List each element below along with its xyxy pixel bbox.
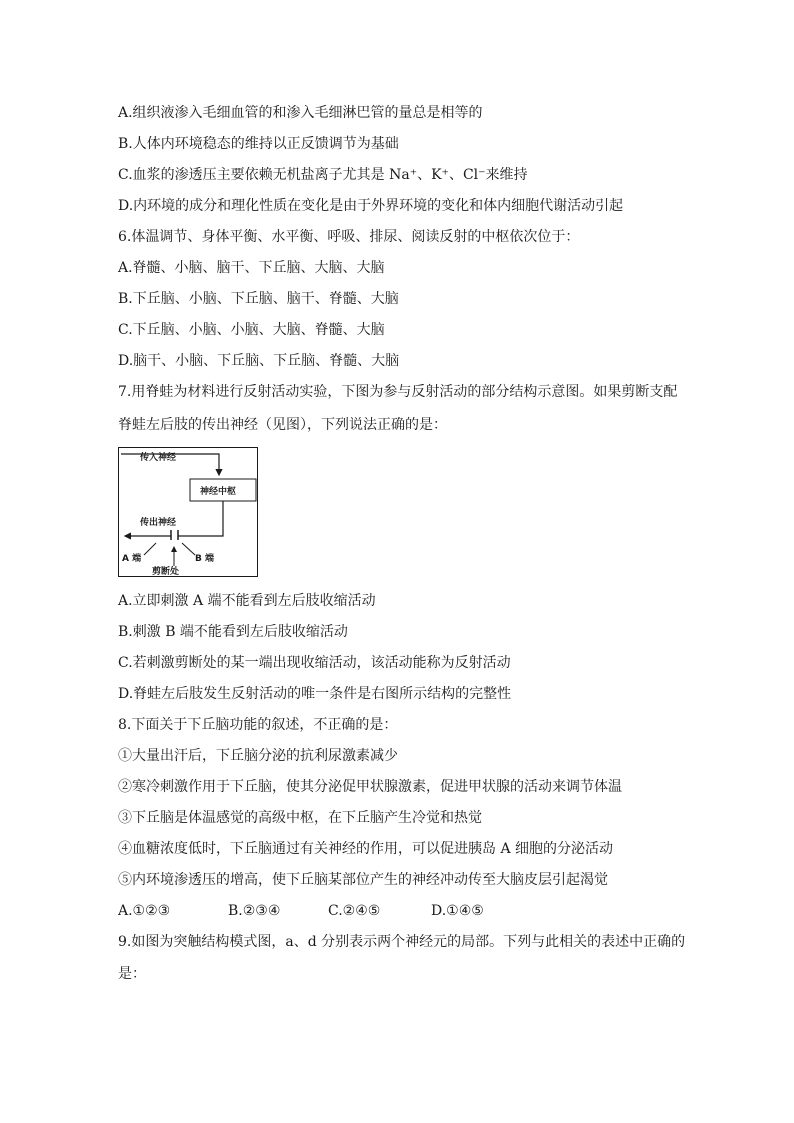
q6-option-b: B.下丘脑、小脑、下丘脑、脑干、脊髓、大脑 xyxy=(118,291,399,307)
q8-statement-3: ③下丘脑是体温感觉的高级中枢，在下丘脑产生冷觉和热觉 xyxy=(118,810,482,826)
end-a-pointer xyxy=(144,543,156,555)
q8-options xyxy=(118,901,484,921)
end-b-label: B 端 xyxy=(195,554,214,564)
q7-option-a: A.立即刺激 A 端不能看到左后肢收缩活动 xyxy=(118,593,376,609)
afferent-label: 传入神经 xyxy=(140,453,177,463)
q8-option-a: A.①②③ xyxy=(118,903,171,919)
q8-option-b: B.②③④ xyxy=(228,903,281,919)
q7-option-d: D.脊蛙左后肢发生反射活动的唯一条件是右图所示结构的完整性 xyxy=(118,686,512,702)
q8-statement-2: ②寒冷刺激作用于下丘脑，使其分泌促甲状腺激素，促进甲状腺的活动来调节体温 xyxy=(118,779,622,795)
q8-statement-1: ①大量出汗后，下丘脑分泌的抗利尿激素减少 xyxy=(118,748,398,764)
q8-statement-4: ④血糖浓度低时，下丘脑通过有关神经的作用，可以促进胰岛 A 细胞的分泌活动 xyxy=(118,841,614,857)
q8-option-d: D.①④⑤ xyxy=(431,903,484,919)
q6-option-d: D.脑干、小脑、下丘脑、下丘脑、脊髓、大脑 xyxy=(118,353,400,369)
q7-option-b: B.刺激 B 端不能看到左后肢收缩活动 xyxy=(118,624,348,640)
cut-label: 剪断处 xyxy=(152,567,180,577)
end-b-pointer xyxy=(182,543,195,555)
q5-option-c: C.血浆的渗透压主要依赖无机盐离子尤其是 Na⁺、K⁺、Cl⁻来维持 xyxy=(118,167,528,183)
efferent-path-right xyxy=(178,501,223,536)
efferent-label: 传出神经 xyxy=(140,518,177,528)
q6-option-a: A.脊髓、小脑、脑干、下丘脑、大脑、大脑 xyxy=(118,260,385,276)
q7-stem-line2: 脊蛙左后肢的传出神经（见图），下列说法正确的是： xyxy=(118,417,447,433)
q7-option-c: C.若刺激剪断处的某一端出现收缩活动，该活动能称为反射活动 xyxy=(118,655,511,671)
q5-option-b: B.人体内环境稳态的维持以正反馈调节为基础 xyxy=(118,136,399,152)
q8-option-c: C.②④⑤ xyxy=(328,903,381,919)
q8-statement-5: ⑤内环境渗透压的增高，使下丘脑某部位产生的神经冲动传至大脑皮层引起渴觉 xyxy=(118,872,608,888)
q6-option-c: C.下丘脑、小脑、小脑、大脑、脊髓、大脑 xyxy=(118,322,385,338)
end-a-label: A 端 xyxy=(122,554,142,564)
q5-option-a: A.组织液渗入毛细血管的和渗入毛细淋巴管的量总是相等的 xyxy=(118,105,483,121)
q5-option-d: D.内环境的成分和理化性质在变化是由于外界环境的变化和体内细胞代谢活动引起 xyxy=(118,198,624,214)
center-label: 神经中枢 xyxy=(200,487,237,497)
q9-stem-line2: 是： xyxy=(118,966,146,982)
q9-stem-line1: 9.如图为突触结构模式图，a、d 分别表示两个神经元的局部。下列与此相关的表述中正确的 xyxy=(118,934,686,950)
q8-stem: 8.下面关于下丘脑功能的叙述，不正确的是： xyxy=(118,717,398,733)
q7-stem-line1: 7.用脊蛙为材料进行反射活动实验，下图为参与反射活动的部分结构示意图。如果剪断支配 xyxy=(118,384,678,400)
q6-stem: 6.体温调节、身体平衡、水平衡、呼吸、排尿、阅读反射的中枢依次位于： xyxy=(118,229,580,245)
reflex-arc-diagram xyxy=(118,447,258,577)
